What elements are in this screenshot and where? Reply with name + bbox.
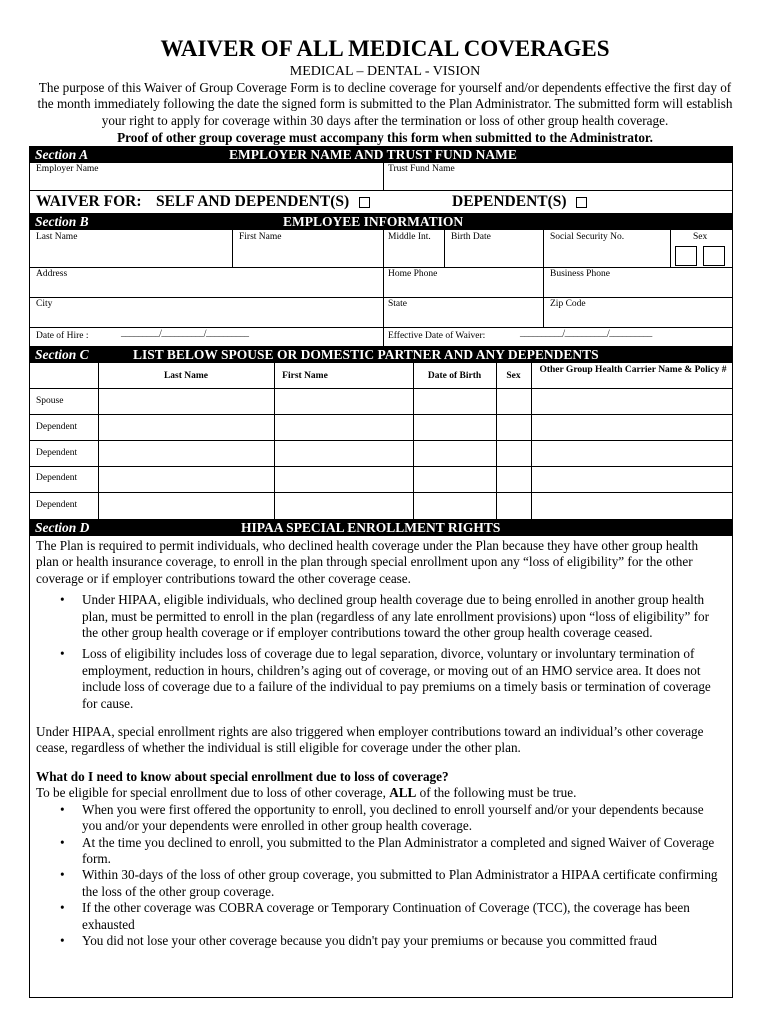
dependents-option <box>452 193 587 211</box>
waiver-for-label: WAIVER FOR: <box>36 193 142 210</box>
section-a-label: Section A <box>35 147 89 162</box>
date-of-hire-label: Date of Hire : <box>36 331 89 341</box>
state-label: State <box>388 299 407 309</box>
table-row[interactable] <box>99 493 731 518</box>
date-of-hire-field[interactable]: _________/__________/__________ <box>121 329 249 339</box>
section-d-content <box>36 538 722 949</box>
hipaa-paragraph-1: The Plan is required to permit individuals, who declined health coverage under the Plan because they have other group health plan or health insurance coverage, to enroll in the plan through special enrollment upon any “loss of eligibility” for the other coverage or if employer contributions toward the other coverage cease. <box>36 538 699 586</box>
table-row[interactable] <box>99 441 731 466</box>
employer-name-field[interactable] <box>36 164 381 190</box>
col-last-name: Last Name <box>163 371 209 381</box>
sex-box-1[interactable] <box>675 246 697 266</box>
self-and-dependents-checkbox[interactable] <box>359 197 370 208</box>
eligibility-all: ALL <box>389 785 417 801</box>
section-c-bar <box>29 346 733 363</box>
city-label: City <box>36 299 53 309</box>
row-label-dependent-1: Dependent <box>36 422 78 432</box>
eligibility-statement <box>36 785 722 801</box>
birth-date-label: Birth Date <box>451 232 491 242</box>
self-and-dependents-option <box>156 193 370 211</box>
effective-date-label: Effective Date of Waiver: <box>388 331 486 341</box>
effective-date-field[interactable]: __________/__________/__________ <box>520 329 652 339</box>
ssn-label: Social Security No. <box>550 232 625 242</box>
table-row[interactable] <box>99 415 731 440</box>
first-name-label: First Name <box>239 232 282 242</box>
eligibility-pre: To be eligible for special enrollment due to loss of other coverage, <box>36 785 390 801</box>
last-name-label: Last Name <box>36 232 78 242</box>
intro-paragraph: The purpose of this Waiver of Group Coverage Form is to decline coverage for yourself and/or dependents effective the first day of the month immediately following the date the signed form is submitted to the Plan Administrator. The submitted form will establish your right to apply for coverage within 30 days after the termination or loss of other group health coverage. <box>37 80 733 128</box>
waiver-for-row <box>36 193 142 211</box>
section-a-heading: EMPLOYER NAME AND TRUST FUND NAME <box>229 147 517 162</box>
dependents-checkbox[interactable] <box>576 197 587 208</box>
section-b-label: Section B <box>35 214 89 229</box>
list-item: • You did not lose your other coverage because you didn't pay your premiums or because you committed fraud <box>36 933 722 949</box>
address-label: Address <box>36 269 68 279</box>
section-d-heading: HIPAA SPECIAL ENROLLMENT RIGHTS <box>241 520 501 535</box>
row-label-spouse: Spouse <box>36 396 64 406</box>
col-date-of-birth: Date of Birth <box>427 371 482 381</box>
eligibility-post: of the following must be true. <box>416 785 577 801</box>
home-phone-label: Home Phone <box>388 269 438 279</box>
list-item: • Within 30-days of the loss of other group coverage, you submitted to Plan Administrator a HIPAA certificate confirming the loss of the other group coverage. <box>36 867 722 900</box>
sex-box-2[interactable] <box>703 246 725 266</box>
hipaa-paragraph-2: Under HIPAA, special enrollment rights are also triggered when employer contributions toward an individual’s other coverage cease, regardless of whether the individual is still eligible for coverage under the other plan. <box>36 724 704 756</box>
section-a-bar <box>29 146 733 163</box>
form-title: WAIVER OF ALL MEDICAL COVERAGES <box>160 36 610 61</box>
form-subtitle: MEDICAL – DENTAL - VISION <box>289 64 481 79</box>
section-b-heading: EMPLOYEE INFORMATION <box>283 214 464 229</box>
list-item: • If the other coverage was COBRA coverage or Temporary Continuation of Coverage (TCC), the coverage has been exhausted <box>36 900 722 933</box>
col-sex: Sex <box>506 371 521 381</box>
business-phone-label: Business Phone <box>550 269 610 279</box>
sex-label: Sex <box>693 232 708 242</box>
row-label-dependent-4: Dependent <box>36 500 78 510</box>
hipaa-bullets-1 <box>36 592 722 712</box>
section-c-label: Section C <box>35 347 89 362</box>
self-and-dependents-label: SELF AND DEPENDENT(S) <box>156 193 350 210</box>
special-enrollment-question: What do I need to know about special enrollment due to loss of coverage? <box>36 768 449 784</box>
middle-int-label: Middle Int. <box>388 232 431 242</box>
list-item: • When you were first offered the opportunity to enroll, you declined to enroll yourself and/or your dependents because you and/or your dependents were enrolled in other group health coverage. <box>36 802 722 835</box>
row-label-dependent-3: Dependent <box>36 473 78 483</box>
table-row[interactable] <box>99 467 731 492</box>
table-row[interactable] <box>99 389 731 414</box>
list-item: • Under HIPAA, eligible individuals, who declined group health coverage due to being enrolled in another group health plan, must be permitted to enroll in the plan (regardless of any late enrollment provisions) upon “loss of eligibility” for the other group health coverage or if employer contributions toward the other group health coverage ceased. <box>36 592 722 641</box>
dependents-label: DEPENDENT(S) <box>452 193 567 210</box>
zip-label: Zip Code <box>550 299 586 309</box>
section-d-bar <box>29 519 733 536</box>
employer-name-label: Employer Name <box>36 164 99 174</box>
section-b-bar <box>29 213 733 230</box>
eligibility-bullets <box>36 802 722 950</box>
col-first-name: First Name <box>282 371 328 381</box>
list-item: • Loss of eligibility includes loss of coverage due to legal separation, divorce, voluntary or involuntary termination of employment, reduction in hours, children’s aging out of coverage, or moving out of an HMO service area. It does not include loss of coverage due to a failure of the individual to pay premiums on a timely basis or termination of coverage for cause. <box>36 646 722 712</box>
trust-fund-field[interactable] <box>386 164 731 190</box>
proof-notice: Proof of other group coverage must accompany this form when submitted to the Administrator. <box>117 130 653 145</box>
section-d-label: Section D <box>35 520 90 535</box>
row-label-dependent-2: Dependent <box>36 448 78 458</box>
trust-fund-label: Trust Fund Name <box>388 164 455 174</box>
section-c-heading: LIST BELOW SPOUSE OR DOMESTIC PARTNER AND ANY DEPENDENTS <box>133 347 599 362</box>
list-item: • At the time you declined to enroll, you submitted to the Plan Administrator a completed and signed Waiver of Coverage form. <box>36 835 722 868</box>
col-other-carrier: Other Group Health Carrier Name & Policy # <box>539 365 727 375</box>
